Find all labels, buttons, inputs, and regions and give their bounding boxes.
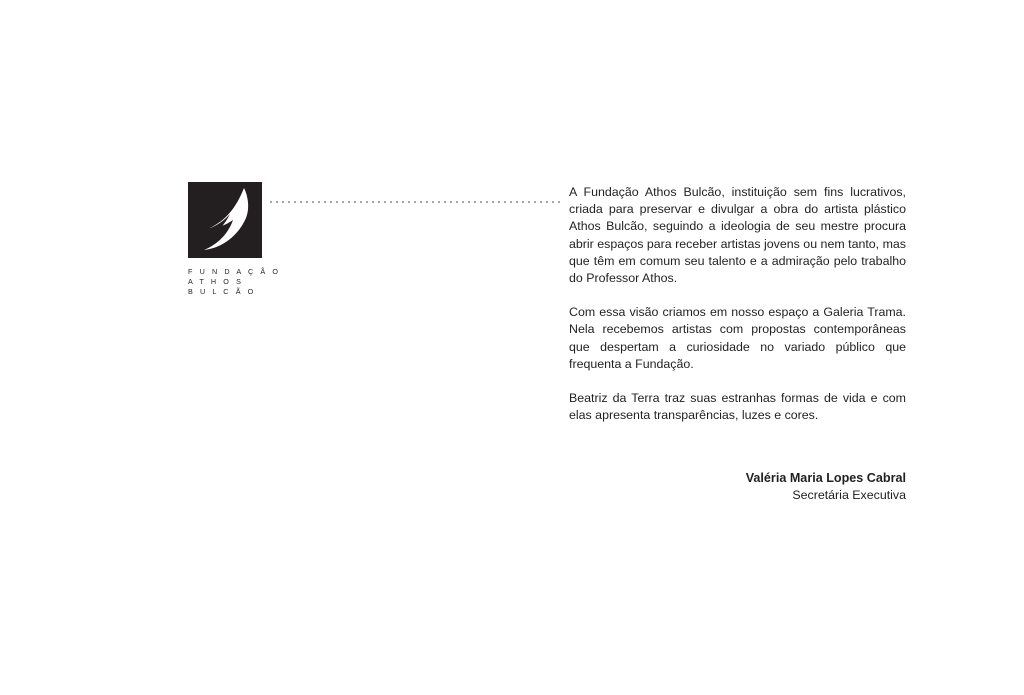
logo-word-line-2: A T H O S <box>188 277 244 286</box>
signature-role: Secretária Executiva <box>792 488 906 502</box>
paragraph-2: Com essa visão criamos em nosso espaço a Galeria Trama. Nela recebemos artistas com propostas contemporâneas que despertam a curiosidade no variado público que frequenta a Fundação. <box>569 305 906 371</box>
logo-word-line-3: B U L C Ã O <box>188 287 256 296</box>
dotted-connector-line <box>268 201 564 203</box>
signature-name: Valéria Maria Lopes Cabral <box>745 471 906 485</box>
athos-bulcao-mark-icon <box>188 182 262 258</box>
paragraph-3: Beatriz da Terra traz suas estranhas formas de vida e com elas apresenta transparências, luzes e cores. <box>569 391 906 423</box>
paragraph-1: A Fundação Athos Bulcão, instituição sem fins lucrativos, criada para preservar e divulgar a obra do artista plástico Athos Bulcão, seguindo a ideologia de seu mestre procura abrir espaços para receber artistas jovens ou nem tanto, mas que têm em comum seu talento e a admiração pelo trabalho do Professor Athos. <box>569 185 906 286</box>
logo-word-line-1: F U N D A Ç Ã O <box>188 267 281 276</box>
foundation-logo-wordmark <box>188 267 281 297</box>
statement-text-column <box>569 184 906 424</box>
signature-block <box>569 470 906 504</box>
foundation-logo <box>188 182 281 297</box>
